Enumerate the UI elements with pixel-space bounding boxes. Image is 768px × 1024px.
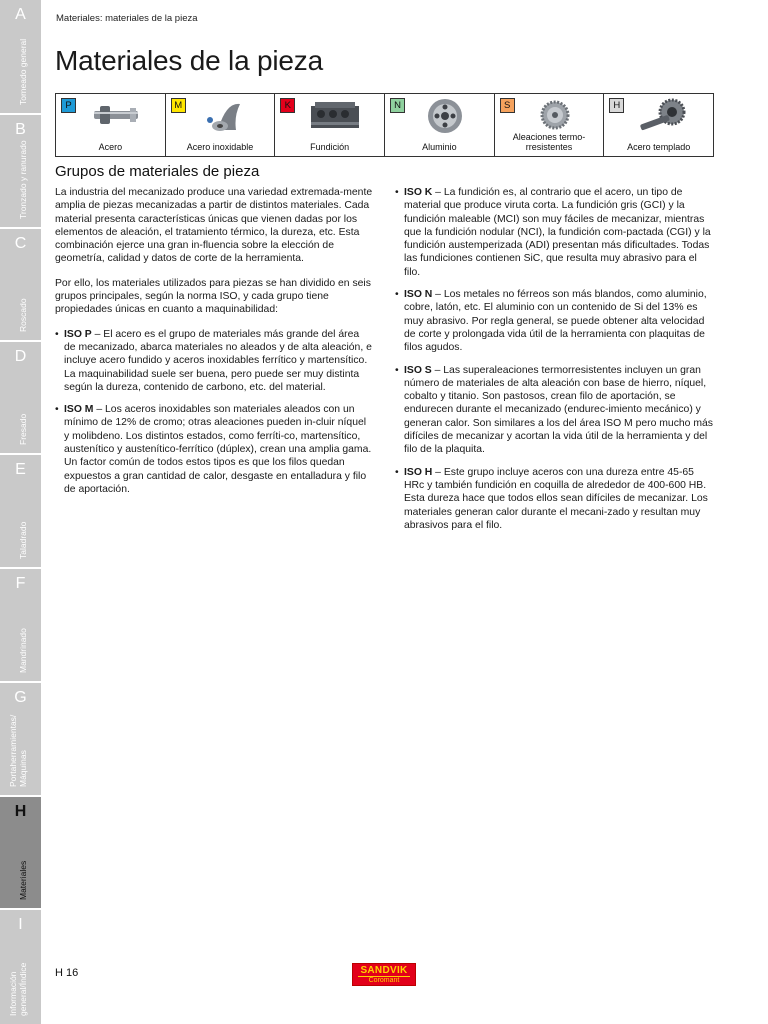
- sandvik-coromant-logo: [352, 963, 416, 986]
- tab-letter: I: [18, 916, 23, 933]
- tab-f[interactable]: [0, 569, 41, 683]
- iso-code-badge: H: [609, 98, 624, 113]
- section-tab-rail: [0, 0, 41, 1024]
- material-h: [604, 94, 713, 156]
- turbine-disc-icon: [525, 98, 585, 134]
- page-title: Materiales de la pieza: [55, 45, 323, 76]
- material-name: Aleaciones termo-rresistentes: [512, 132, 586, 152]
- hardened-gear-icon: [634, 98, 694, 134]
- engine-block-icon: [305, 98, 365, 134]
- bullet-text: – Los aceros inoxidables son materiales aleados con un mínimo de 12% de cromo; otras aleaciones pueden in-cluir níquel y molibdeno. Los distintos estados, como ferríti-co, martensítico, austenítico y austenítico-ferrítico (dúplex), crean una amplia gama. Un factor común de todos estos tipos es que los filos quedan expuestos a gran cantidad de calor, desgaste en entalladura y filo de aportación.: [64, 404, 372, 495]
- material-groups-strip: [55, 93, 714, 157]
- tab-label: Fresado: [18, 413, 28, 445]
- iso-code-badge: K: [280, 98, 295, 113]
- material-name: Aluminio: [422, 142, 457, 152]
- bullet-term: ISO H: [404, 466, 433, 478]
- bullet-term: ISO P: [64, 328, 92, 340]
- bullet-text: – Los metales no férreos son más blandos, como aluminio, cobre, latón, etc. El aluminio con un contenido de Si del 13% es muy abrasivo. Por regla general, se puede obtener alta velocidad de corte y prolongada vida útil de la herramienta con plaquitas de filos agudos.: [404, 289, 707, 354]
- material-name: Fundición: [310, 142, 350, 152]
- bullet-term: ISO K: [404, 187, 433, 198]
- material-n: [385, 94, 495, 156]
- material-k: [275, 94, 385, 156]
- section-title: Grupos de materiales de pieza: [55, 163, 260, 180]
- stainless-part-icon: [196, 98, 256, 134]
- tab-letter: G: [14, 689, 27, 706]
- tab-b[interactable]: [0, 115, 41, 229]
- bullet-text: – El acero es el grupo de materiales más grande del área de mecanizado, abarca materiales no aleados y de alta aleación, e incluye acero fundido y aceros inoxidables ferrítico y martensítico. La maquinabilidad suele ser buena, pero puede ser muy distinta según la dureza, contenido de carbono, etc. del material.: [64, 328, 372, 393]
- tab-label: Tronzado y ranurado: [18, 140, 28, 219]
- bullet-term: ISO N: [404, 289, 433, 301]
- bullet-text: – La fundición es, al contrario que el acero, un tipo de material que produce viruta corta. La fundición gris (GCI) y la fundición maleable (MCI) son muy fáciles de mecanizar, mientras que la fundición nodular (NCI), la fundición com-pactada (CGI) y la fundición austemperizada (ADI) presentan más dificultades. Todas las fundiciones contienen SiC, que resulta muy abrasivo para el filo.: [404, 187, 711, 278]
- iso-group-bullet: [395, 288, 713, 354]
- tab-letter: F: [15, 575, 26, 592]
- iso-group-bullet: [395, 466, 713, 532]
- iso-group-bullet: [395, 364, 713, 457]
- aluminium-wheel-icon: [415, 98, 475, 134]
- iso-code-badge: M: [171, 98, 186, 113]
- tab-letter: E: [15, 461, 26, 478]
- tab-letter: H: [14, 803, 27, 820]
- material-s: [495, 94, 605, 156]
- bullet-text: – Las superaleaciones termorresistentes incluyen un gran número de materiales de alta aleación con base de hierro, níquel, cobalto y titanio. Son pastosos, crean filo de aportación, se endurecen durante el mecanizado (endurec-imiento mecánico) y generan calor. Son similares a los del área ISO M pero mucho más difíciles de mecanizar y acortan la vida útil de la herramienta y del filo de la plaquita.: [404, 364, 713, 456]
- logo-line2: Coromant: [358, 976, 410, 985]
- material-name: Acero templado: [627, 142, 691, 152]
- tab-letter: B: [15, 121, 26, 138]
- text-column-left: [55, 186, 373, 505]
- tab-label: Torneado general: [18, 38, 28, 105]
- bullet-text: – Este grupo incluye aceros con una dureza entre 45-65 HRc y también fundición en coquilla de alrededor de 400-600 HB. Esta dureza hace que todos ellos sean difíciles de mecanizar. Los materiales generan calor durante el mecani-zado y resultan muy abrasivos para el filo.: [404, 466, 708, 531]
- tab-label: Roscado: [18, 298, 28, 332]
- tab-g[interactable]: [0, 683, 41, 797]
- tab-label: Mandrinado: [18, 628, 28, 673]
- bullet-term: ISO M: [64, 404, 94, 416]
- iso-group-bullet: [395, 186, 713, 279]
- text-column-right: [395, 186, 713, 541]
- material-m: [166, 94, 276, 156]
- logo-line1: SANDVIK: [360, 965, 408, 976]
- bullet-term: ISO S: [404, 364, 432, 376]
- tab-label: Portaherramientas/ Máquinas: [8, 714, 28, 787]
- tab-i[interactable]: [0, 910, 41, 1024]
- tab-a[interactable]: [0, 0, 41, 115]
- material-name: Acero inoxidable: [186, 142, 254, 152]
- intro-paragraph: La industria del mecanizado produce una variedad extremada-mente amplia de piezas mecanizadas a partir de distintos materiales. Cada material presenta características únicas que vienen dadas por los elementos de aleación, el tratamiento térmico, la dureza, etc. Esta combinación ejerce una gran in-fluencia sobre la elección de geometría, calidad y datos de corte de la herramienta.: [55, 187, 373, 265]
- tab-letter: C: [14, 235, 27, 252]
- tab-h[interactable]: [0, 797, 41, 910]
- tab-c[interactable]: [0, 229, 41, 342]
- tab-label: Materiales: [18, 860, 28, 900]
- tab-d[interactable]: [0, 342, 41, 455]
- iso-group-bullet: [55, 328, 373, 394]
- tab-letter: A: [15, 6, 26, 23]
- tab-label: Taladrado: [18, 521, 28, 559]
- intro-paragraph: Por ello, los materiales utilizados para piezas se han dividido en seis grupos principales, según la norma ISO, y cada grupo tiene propiedades únicas en cuanto a maquinabilidad:: [55, 277, 371, 316]
- iso-code-badge: P: [61, 98, 76, 113]
- steel-shaft-icon: [86, 98, 146, 134]
- material-name: Acero: [98, 142, 123, 152]
- iso-code-badge: S: [500, 98, 515, 113]
- iso-group-bullet: [55, 403, 373, 496]
- tab-letter: D: [14, 348, 27, 365]
- tab-label: Información general/Índice: [8, 962, 28, 1016]
- iso-code-badge: N: [390, 98, 405, 113]
- page-number: H 16: [55, 967, 79, 979]
- tab-e[interactable]: [0, 455, 41, 569]
- breadcrumb: Materiales: materiales de la pieza: [56, 13, 198, 24]
- material-p: [56, 94, 166, 156]
